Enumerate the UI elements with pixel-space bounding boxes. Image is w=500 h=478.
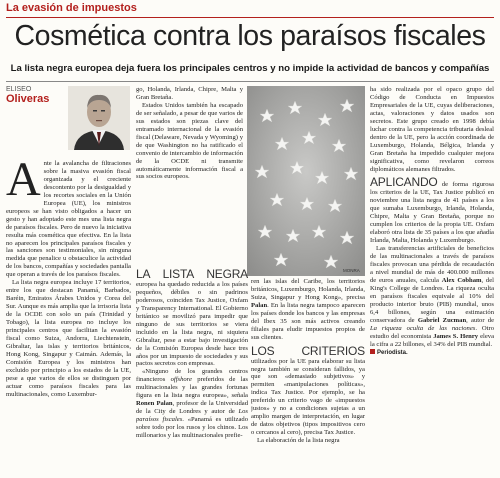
paragraph: Estados Unidos también ha escapado de ser señalado, a pesar de que varios de sus estados son piezas clave del entramado internacional de la evasión fiscal (Delaware, Nevada y Wyoming) y de que Washington no ha ratificado el convenio de intercambio de información de la OCDE ni transmite automáticamente información fiscal a sus socios europeos.	[136, 101, 243, 181]
paragraph: go, Holanda, Irlanda, Chipre, Malta y Gran Bretaña.	[136, 86, 243, 101]
paragraph	[251, 278, 365, 342]
book-title: La riqueza oculta de las naciones	[370, 324, 476, 332]
end-mark-icon	[370, 349, 375, 354]
paragraph-text: . Otro estudio del economista	[370, 324, 494, 340]
article-column-1	[6, 160, 131, 476]
author-portrait	[68, 86, 130, 150]
paragraph-text: eleva la cifra a 22 billones, el 34% del PIB mundial.	[370, 332, 494, 348]
paragraph-text: ren las islas del Caribe, los territorios británicos, Luxemburgo, Holanda, Irlanda, Suiza, Singapur y Hong Kong», precisa	[251, 278, 365, 301]
paragraph: La elaboración de la lista negra	[257, 437, 340, 445]
paper-boats-photo	[247, 86, 365, 276]
paragraph-text: , del King's College de Londres. La riqueza oculta en paraísos fiscales equivale al 10% del producto interior bruto (PIB) mundial, unos 6,4 billones, según una estimación conservadora de	[370, 276, 494, 324]
paragraph	[136, 368, 248, 440]
paragraph-text: preferidos de las multinacionales y las grandes fortunas figura en la lista negra europea», señala	[136, 376, 248, 400]
drop-cap: A	[6, 160, 41, 206]
paragraph-text: , profesor de la Universidad de la City de Londres y autor de	[136, 400, 248, 416]
paragraph: nte la avalancha de filtraciones sobre la masiva evasión fiscal organizada y el creciente descontento por la desigualdad y los recortes sociales en la Unión Europea (UE), los ministros europeos se han visto obligados a hacer un gesto y han adoptado este mes una lista negra de paraísos fiscales. Pero de nuevo la iniciativa resulta más cosmética que efectiva. En la lista no aparecen los principales paraísos fiscales y las sanciones son testimoniales, sin ninguna medida que penalice u obstaculice la actividad de los bancos, compañías y sociedades pantalla que operan a través de los paraísos fiscales.	[6, 160, 131, 279]
italic-text: offshore	[170, 376, 192, 384]
person-name: Alex Cobham	[441, 276, 482, 284]
byline-last-name: Oliveras	[6, 93, 50, 105]
article-column-3	[251, 278, 365, 476]
paragraph: ha sido realizada por el opaco grupo del Código de Conducta en Impuestos Empresariales de la UE, cuyas deliberaciones, actas, valoraciones y datos usados son secretos. Este grupo creado en 1998 debía luchar contra la competencia tributaria desleal dentro de la UE, pero la acción coordinada de Luxemburgo, Holanda, Bélgica, Irlanda y Gran Bretaña ha impedido cualquier mejora significativa, como revelaron correos diplomáticos alemanes filtrados.	[370, 86, 494, 173]
paragraph	[370, 176, 494, 245]
author-portrait-image	[68, 86, 130, 150]
header-rule	[6, 81, 494, 82]
top-rule	[6, 17, 494, 18]
paragraph	[370, 245, 494, 348]
paragraph-text: utilizados por la UE para elaborar su lista negra también se consideran fallidos, ya que son «demasiado subjetivos» y permiten «manipulaciones políticas», indica Tax Justice. Por ejemplo, se ha preferido un criterio vago de «impuestos justos» y no a condiciones sujetas a un amplio margen de interpretación, en lugar de datos objetivos (tipos impositivos cero o cercanos al cero), precisa Tax Justice.	[251, 357, 365, 437]
paragraph-text: de forma rigurosa los criterios de la UE, Tax Justice publicó en noviembre una lista negra de 41 países a los que sumaba Luxemburgo, Irlanda, Holanda, Chipre, Malta y Gran Bretaña, porque no cumplen los criterios de la propia UE. Oxfam elaboró otra lista de 35 países a los que añadía Irlanda, Malta, Holanda y Luxemburgo.	[370, 181, 494, 245]
paragraph-text: europea ha quedado reducida a los países pequeños, débiles o sin padrinos poderosos, coinciden Tax Justice, Oxfam y Transparency International. El Gobierno británico se movilizó para impedir que ninguno de sus territorios se viera incluido en la lista negra, ni siquiera Gibraltar, pese a estar bajo investigación de la Comisión Europea desde hace tres años por un impuesto de sociedades y sus pactos secretos con empresas.	[136, 280, 248, 368]
paragraph	[136, 268, 248, 368]
article-column-2	[136, 86, 243, 276]
section-tag: La evasión de impuestos	[6, 2, 137, 14]
signature-line	[370, 349, 494, 358]
article-photo	[247, 86, 365, 276]
lead-in: LOS CRITERIOS	[251, 343, 365, 358]
paragraph-text: . En la lista negra tampoco aparecen los países donde los bancos y las empresas del Ibex 35 son más activos creando filiales para eludir impuestos propios de sus clientes.	[251, 301, 365, 341]
paragraph	[251, 345, 365, 437]
book-title: Los paraísos fiscales	[136, 408, 248, 424]
paragraph-text: «Ninguno de los grandes centros financieros	[136, 368, 248, 384]
author-signature: Periodista.	[377, 349, 408, 356]
byline-first-name: ELISEO	[6, 86, 32, 93]
subheadline: La lista negra europea deja fuera los principales centros y no impide la actividad de bancos y compañías	[10, 63, 490, 74]
person-name: Ronen Palan	[136, 400, 173, 408]
lead-in: APLICANDO	[370, 175, 438, 190]
person-name: James S. Henry	[433, 332, 479, 340]
headline: Cosmética contra los paraísos fiscales	[14, 20, 486, 52]
paragraph-text: Las transferencias artificiales de beneficios de las multinacionales a través de paraísos fiscales provocan una pérdida de recaudación a nivel mundial de más de 400.000 millones de euros anuales, calcula	[370, 245, 494, 284]
person-name: Palan	[251, 301, 268, 309]
paragraph-text: , autor de	[466, 316, 494, 324]
lead-in: LA LISTA NEGRA	[136, 268, 248, 281]
photo-credit: MONRA	[343, 268, 360, 273]
paragraph-text: . «Panamá es utilizado sobre todo por los rusos y los chinos. Los millonarios y las multinacionales prefie-	[136, 416, 248, 440]
article-column-4	[370, 86, 494, 476]
paragraph: La lista negra europea incluye 17 territorios, entre los que destacan Panamá, Barbados, Baréin, Emiratos Árabes Unidos y Corea del Sur. Aunque es más amplia que la irrisoria lista de la OCDE con solo un país (Trinidad y Tobago), la lista europea no incluye los principales centros que facilitan la evasión fiscal como Suiza, Andorra, Liechtenstein, Gibraltar, las islas y territorios británicos, Hong Kong, Singapur y Caimán. Además, la Comisión Europea y los ministros han excluido por principio a los estados de la UE, pese a que varios de ellos se distinguen por actuar como paraísos fiscales para las multinacionales, como Luxembur-	[6, 279, 131, 398]
byline	[6, 86, 68, 105]
article-column-2-lower	[136, 268, 248, 476]
person-name: Gabriel Zucman	[417, 316, 467, 324]
